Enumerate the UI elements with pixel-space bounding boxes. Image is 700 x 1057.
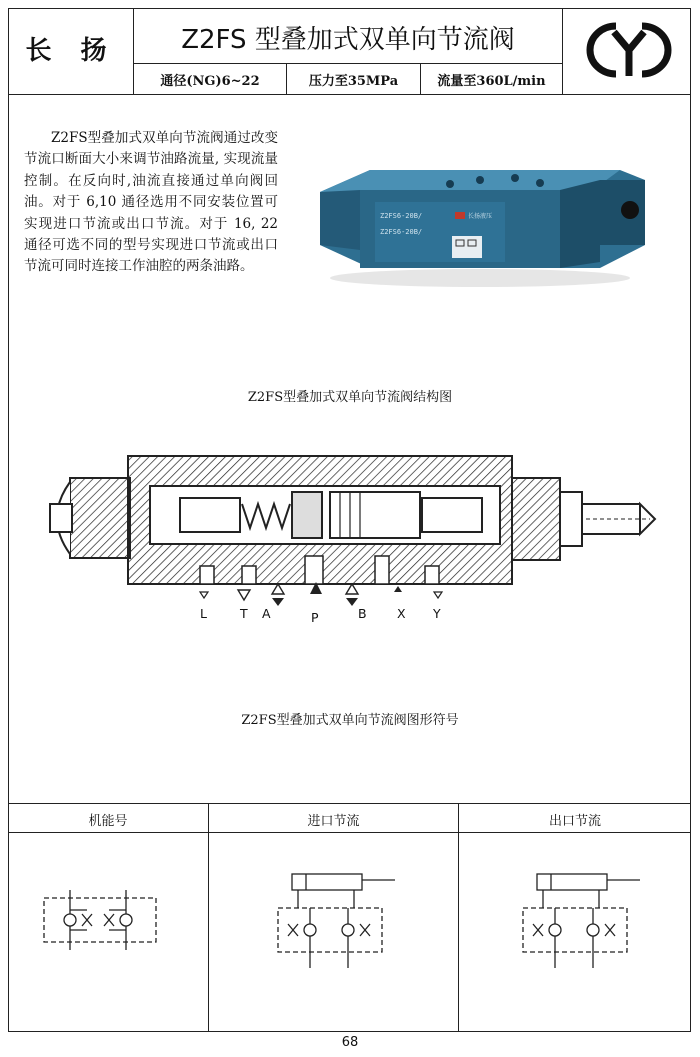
port-label-a: A <box>262 606 271 621</box>
port-label-t: T <box>240 606 248 621</box>
product-photo <box>300 150 655 290</box>
spec-pressure: 压力至35MPa <box>308 73 399 89</box>
symbol-function <box>40 890 160 950</box>
spec-diameter: 通径(NG)6~22 <box>160 73 260 89</box>
product-title: Z2FS 型叠加式双单向节流阀 <box>181 24 515 55</box>
table-header-inlet-throttle: 进口节流 <box>307 813 360 829</box>
title-divider-rule <box>134 63 562 64</box>
table-divider-1 <box>208 803 209 1032</box>
header-bottom-rule <box>8 94 691 95</box>
spec-flow: 流量至360L/min <box>437 73 546 89</box>
table-header-rule <box>8 832 691 833</box>
structure-caption: Z2FS型叠加式双单向节流阀结构图 <box>247 390 453 405</box>
symbol-inlet-throttle <box>270 870 400 970</box>
logo-divider <box>562 8 563 94</box>
brand-name: 长 扬 <box>25 35 117 66</box>
table-header-function: 机能号 <box>88 813 128 829</box>
table-top-rule <box>8 803 691 804</box>
port-label-y: Y <box>433 606 441 621</box>
symbol-outlet-throttle <box>515 870 645 970</box>
port-symbols <box>190 570 460 610</box>
page-number: 68 <box>341 1035 359 1050</box>
photo-plate-serial: Z2FS6-20B/ <box>380 212 423 220</box>
port-label-p: P <box>311 610 319 625</box>
company-logo <box>574 18 684 82</box>
port-label-l: L <box>200 606 207 621</box>
product-description: Z2FS型叠加式双单向节流阀通过改变节流口断面大小来调节油路流量, 实现流量控制。在反向时,油流直接通过单向阀回油。对于 6,10 通径选用不同安装位置可实现进口节流或出口节流。对于 16, 22 通径可选不同的型号实现进口节流或出口节流可同时连接工作油腔的两条油路。 <box>24 130 278 275</box>
photo-plate-model: Z2FS6-20B/ <box>380 228 423 236</box>
symbol-caption: Z2FS型叠加式双单向节流阀图形符号 <box>241 713 459 728</box>
photo-plate-brand: 长扬液压 <box>468 213 493 220</box>
port-label-b: B <box>358 606 367 621</box>
table-divider-2 <box>458 803 459 1032</box>
table-header-outlet-throttle: 出口节流 <box>548 813 601 829</box>
port-label-x: X <box>397 606 406 621</box>
